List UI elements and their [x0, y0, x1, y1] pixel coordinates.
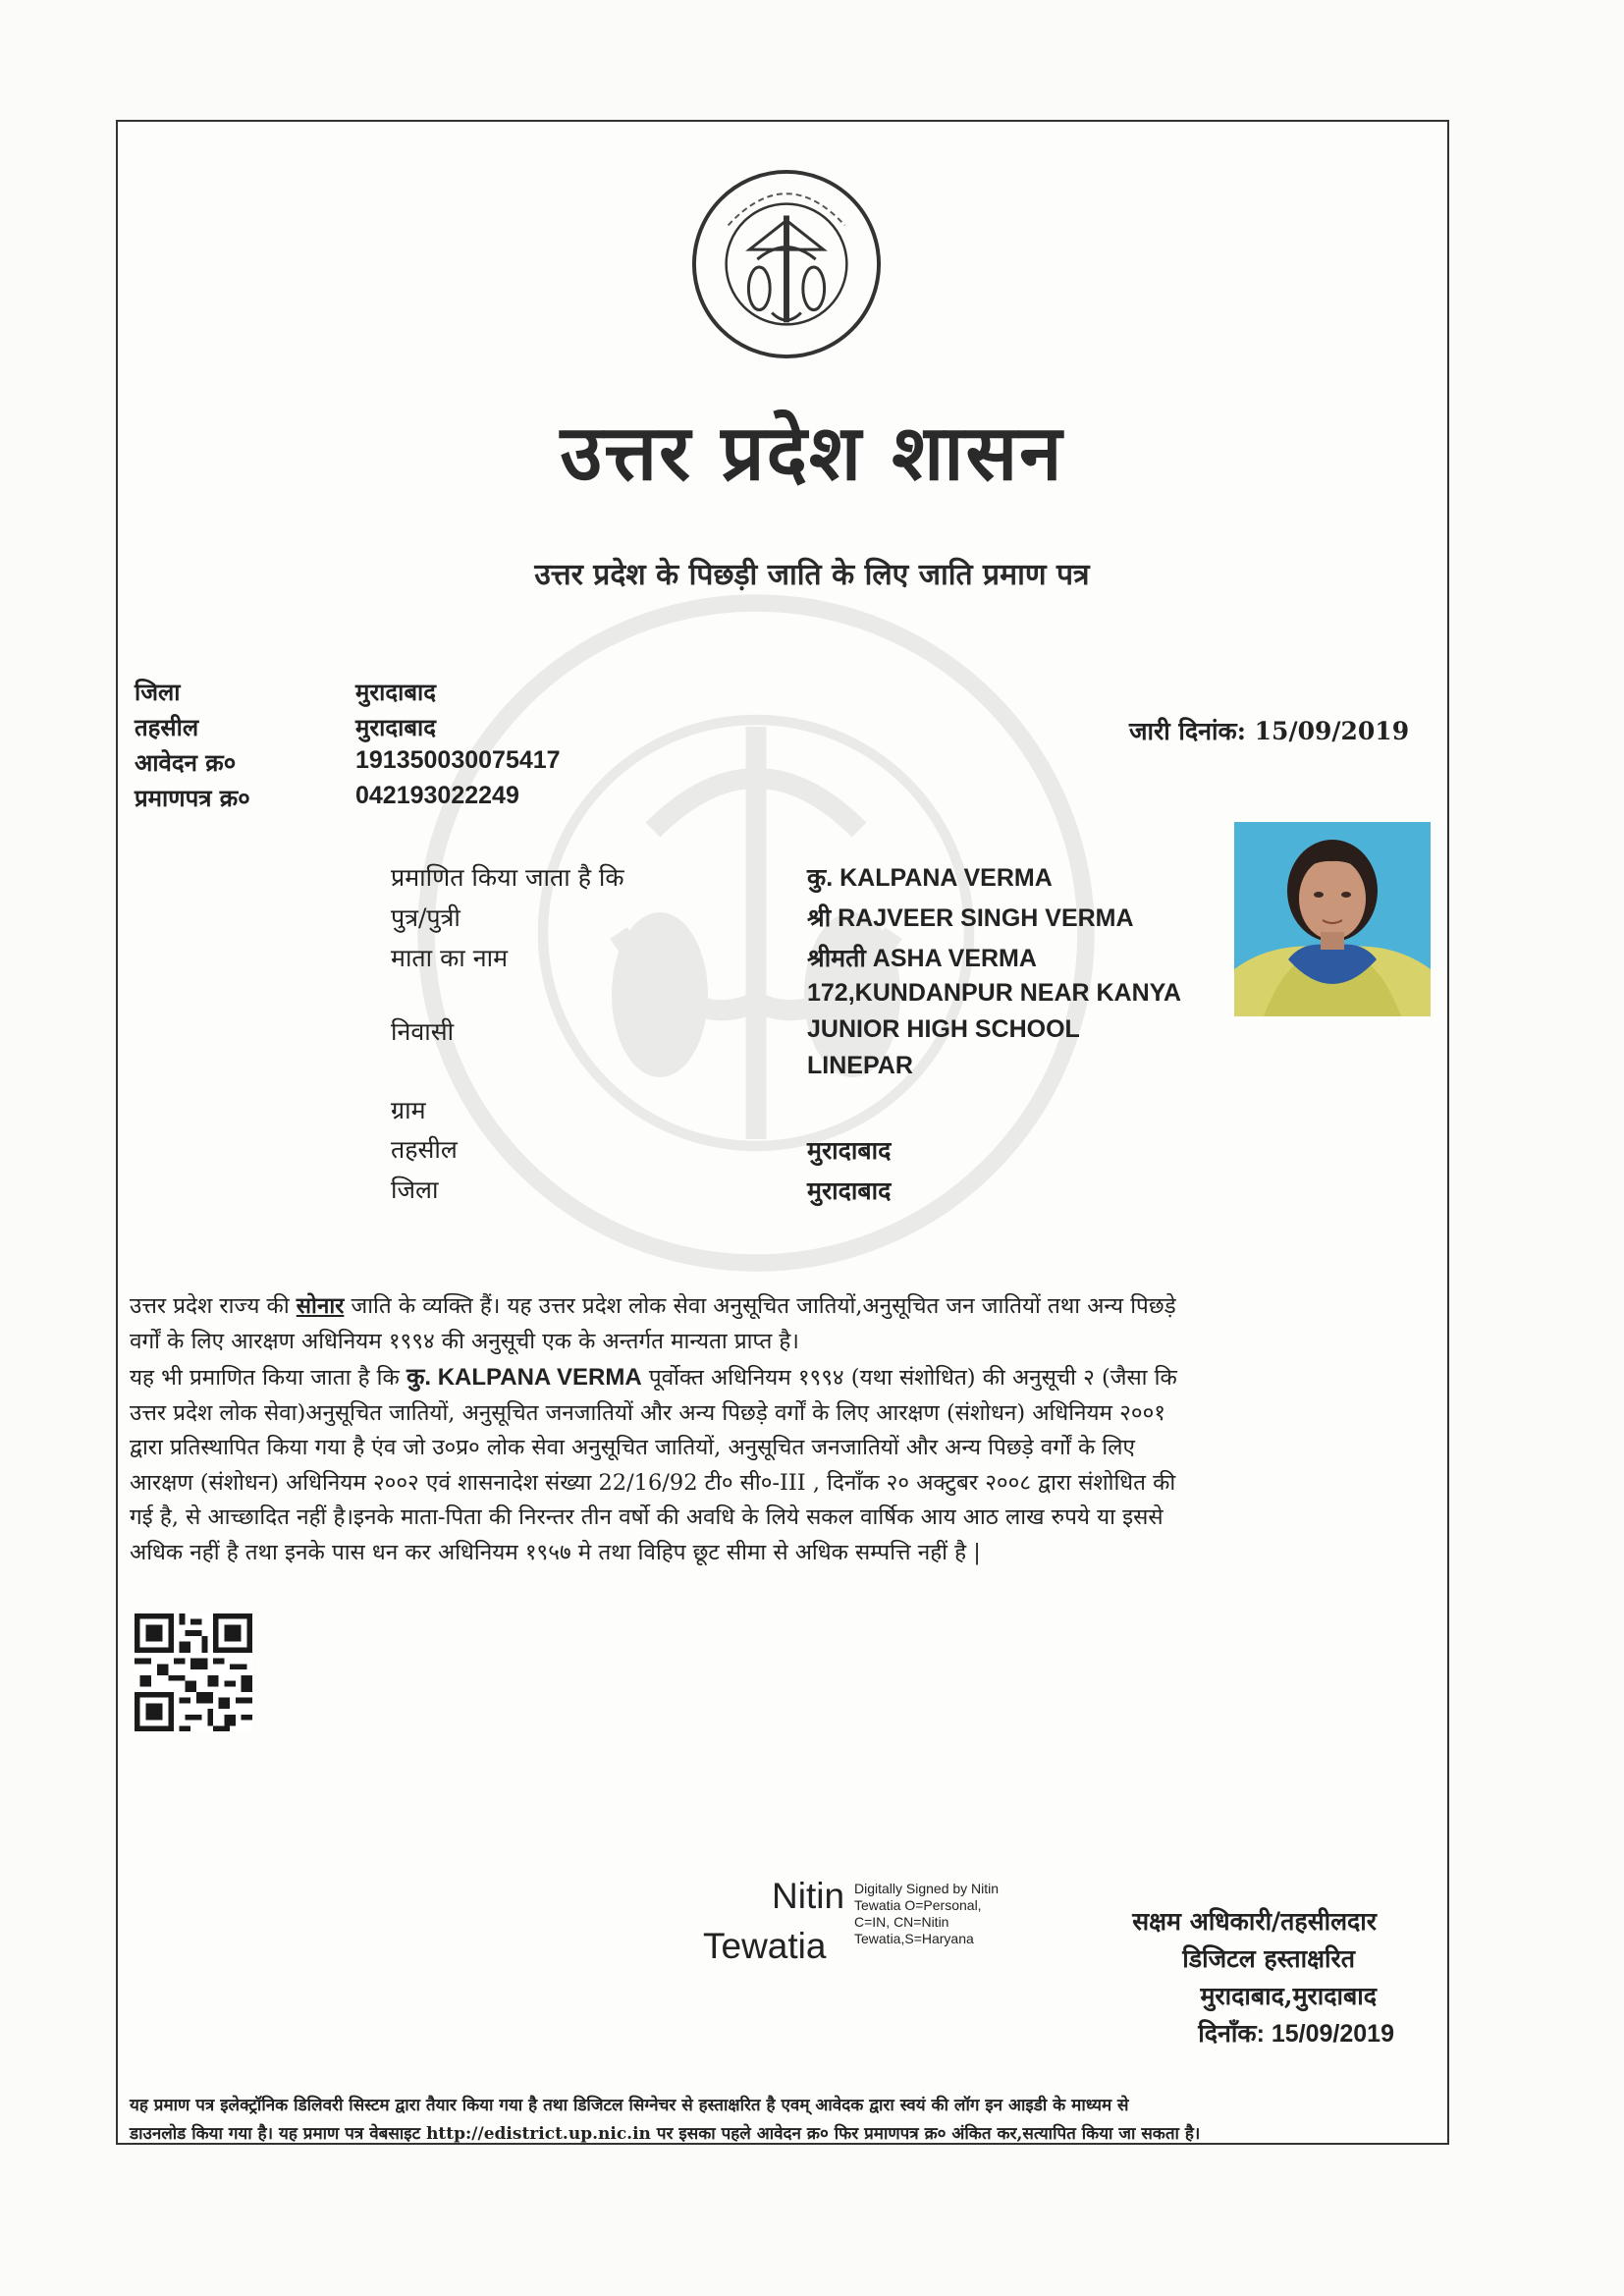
- tehsil-detail-value: मुरादाबाद: [807, 1136, 892, 1165]
- application-no-value: 191350030075417: [355, 746, 561, 774]
- address-line-3: LINEPAR: [807, 1052, 913, 1079]
- certificate-subtitle: उत्तर प्रदेश के पिछड़ी जाति के लिए जाति प्रमाण पत्र: [534, 558, 1090, 592]
- district-label: जिला: [135, 678, 181, 706]
- applicant-photo: [1234, 822, 1431, 1016]
- applicant-name: कु. KALPANA VERMA: [807, 864, 1053, 892]
- uttar-pradesh-emblem-icon: [689, 167, 884, 361]
- issue-date: जारी दिनांक: 15/09/2019: [1129, 717, 1410, 745]
- tehsil-label: तहसील: [135, 713, 199, 741]
- digital-signature-details: Digitally Signed by Nitin Tewatia O=Personal, C=IN, CN=Nitin Tewatia,S=Haryana: [854, 1881, 1000, 1946]
- signer-first-name: Nitin: [772, 1876, 845, 1916]
- signer-last-name: Tewatia: [703, 1926, 827, 1966]
- village-label: ग्राम: [391, 1096, 426, 1124]
- tehsil-detail-label: तहसील: [391, 1135, 458, 1164]
- application-no-label: आवेदन क्र०: [135, 748, 237, 777]
- mother-name: श्रीमती ASHA VERMA: [807, 945, 1037, 972]
- mother-label: माता का नाम: [391, 944, 509, 972]
- footer-note: यह प्रमाण पत्र इलेक्ट्रॉनिक डिलिवरी सिस्टम द्वारा तैयार किया गया है तथा डिजिटल सिग्नेचर से हस्ताक्षरित है एवम् आवेदक द्वारा स्वयं की लॉग इन आइडी के माध्यम से डाउनलोड किया गया है। यह प्रमाण पत्र वेबसाइट http://edistrict.up.nic.in पर इसका पहले आवेदन क्र० फिर प्रमाणपत्र क्र० अंकित कर,सत्यापित किया जा सकता है।: [130, 2096, 1201, 2144]
- body-paragraph-2: यह भी प्रमाणित किया जाता है कि कु. KALPANA VERMA पूर्वोक्त अधिनियम १९९४ (यथा संशोधित) की अनुसूची २ (जैसा कि उत्तर प्रदेश लोक सेवा)अनुसूचित जातियों, अनुसूचित जनजातियों और अन्य पिछड़े वर्गों के लिए आरक्षण (संशोधन) अधिनियम २००१ द्वारा प्रतिस्थापित किया गया है एंव जो उ०प्र० लोक सेवा अनुसूचित जातियों, अनुसूचित जनजातियों और अन्य पिछड़े वर्गों के लिए आरक्षण (संशोधन) अधिनियम २००२ एवं शासनादेश संख्या 22/16/92 टी० सी०-III , दिनाँक २० अक्टुबर २००८ द्वारा संशोधित की गई है, से आच्छादित नहीं है।इनके माता-पिता की निरन्तर तीन वर्षो की अवधि के लिये सकल वार्षिक आय आठ लाख रुपये या इससे अधिक नहीं है तथा इनके पास धन कर अधिनियम १९५७ मे तथा विहिप छूट सीमा से अधिक सम्पत्ति नहीं है |: [130, 1364, 1177, 1565]
- resident-label: निवासी: [391, 1017, 455, 1046]
- certified-label: प्रमाणित किया जाता है कि: [391, 863, 624, 892]
- district-value: मुरादाबाद: [355, 678, 437, 706]
- child-of-label: पुत्र/पुत्री: [391, 903, 460, 932]
- district-detail-value: मुरादाबाद: [807, 1176, 892, 1205]
- government-title: उत्तर प्रदेश शासन: [560, 409, 1064, 498]
- certificate-no-value: 042193022249: [355, 782, 519, 809]
- father-name: श्री RAJVEER SINGH VERMA: [807, 904, 1134, 932]
- officer-block: सक्षम अधिकारी/तहसीलदार डिजिटल हस्ताक्षरित मुरादाबाद,मुरादाबाद दिनाँक: 15/09/2019: [1132, 1907, 1394, 2048]
- address-line-2: JUNIOR HIGH SCHOOL: [807, 1015, 1080, 1043]
- certificate-no-label: प्रमाणपत्र क्र०: [135, 784, 250, 812]
- caste-name: सोनार: [296, 1293, 345, 1319]
- body-paragraph-1: उत्तर प्रदेश राज्य की सोनार जाति के व्यक्ति हैं। यह उत्तर प्रदेश लोक सेवा अनुसूचित जातियों,अनुसूचित जन जातियों तथा अन्य पिछड़े वर्गों के लिए आरक्षण अधिनियम १९९४ की अनुसूची एक के अन्तर्गत मान्यता प्राप्त है।: [130, 1293, 1176, 1354]
- address-line-1: 172,KUNDANPUR NEAR KANYA: [807, 979, 1182, 1007]
- district-detail-label: जिला: [391, 1175, 439, 1204]
- tehsil-value: मुरादाबाद: [355, 713, 437, 741]
- applicant-name-inline: कु. KALPANA VERMA: [406, 1364, 642, 1391]
- qr-code-icon: [135, 1613, 252, 1731]
